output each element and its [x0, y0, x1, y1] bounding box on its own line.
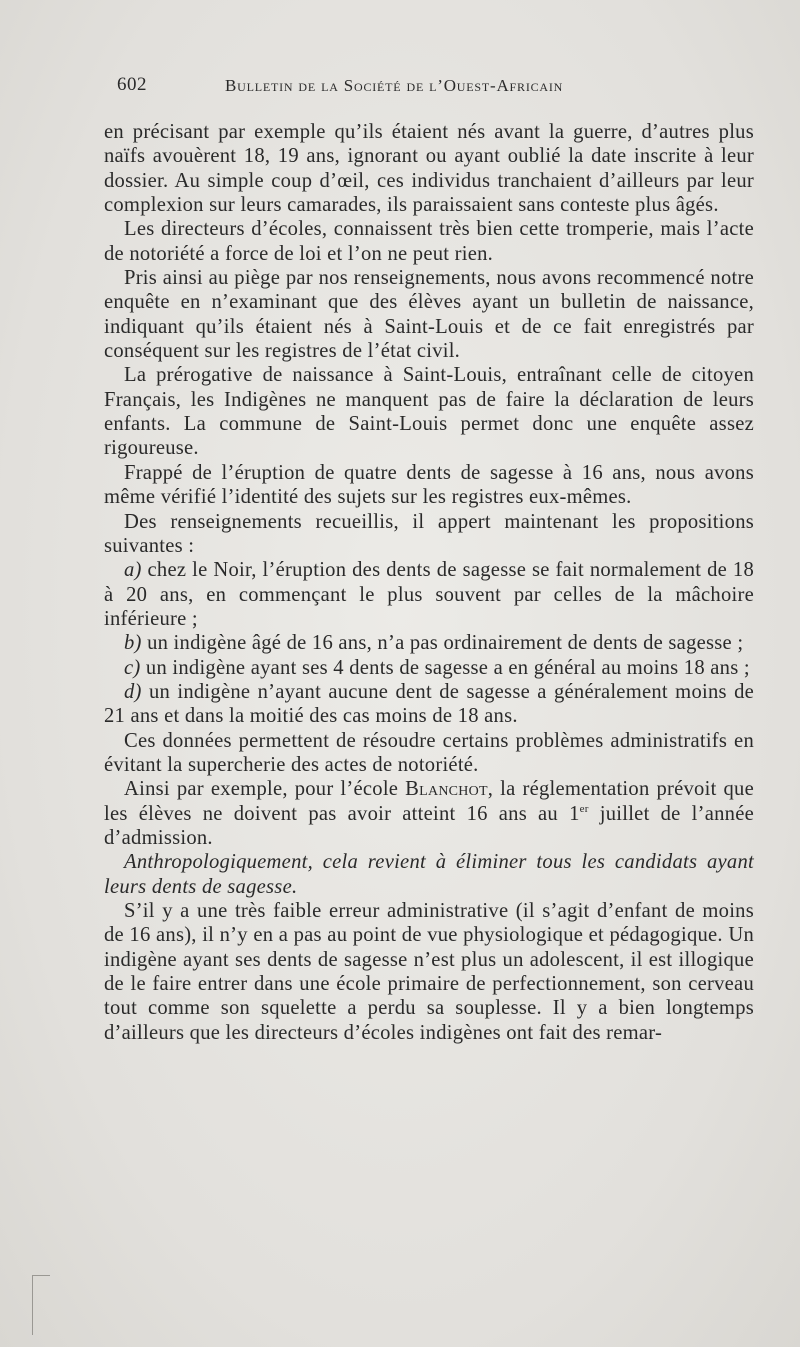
body-text: [104, 120, 754, 1045]
page-number: 602: [117, 74, 147, 95]
proposition-d: [104, 680, 754, 729]
paragraph-new-inquiry: Pris ainsi au piège par nos renseignements, nous avons recommencé notre enquête en n’examinant que des élèves ayant un bulletin de naissance, indiquant qu’ils étaient nés à Saint-Louis et de ce fait enregistrés par conséquent sur les registres de l’état civil.: [104, 267, 754, 363]
proposition-text: un indigène âgé de 16 ans, n’a pas ordinairement de dents de sagesse ;: [147, 632, 744, 655]
italic-conclusion: Anthropologiquement, cela revient à éliminer tous les candidats ayant leurs dents de sagesse.: [104, 851, 754, 898]
paragraph-school-directors: Les directeurs d’écoles, connaissent très bien cette tromperie, mais l’acte de notoriété a force de loi et l’on ne peut rien.: [104, 218, 754, 265]
paragraph-saint-louis-prerogative: La prérogative de naissance à Saint-Louis, entraînant celle de citoyen Français, les Indigènes ne manquent pas de faire la déclaration de leurs enfants. La commune de Saint-Louis permet donc une enquête assez rigoureuse.: [104, 364, 754, 460]
paragraph-blanchot-example: [104, 777, 754, 850]
proposition-b: [104, 631, 754, 655]
example-middle: , la réglementation prévoit que les élèves ne doivent pas avoir atteint 16 ans au 1: [104, 778, 754, 825]
proposition-marker: b): [124, 632, 142, 655]
proposition-marker: a): [124, 559, 142, 582]
journal-title: Bulletin de la Société de l’Ouest-Africain: [225, 76, 564, 95]
proposition-text: un indigène ayant ses 4 dents de sagesse a en général au moins 18 ans ;: [145, 656, 750, 679]
paragraph-propositions-intro: Des renseignements recueillis, il appert maintenant les propositions suivantes :: [104, 510, 754, 557]
left-margin-mark: [32, 1275, 33, 1335]
proposition-marker: c): [124, 656, 141, 679]
paragraph-administrative-problems: Ces données permettent de résoudre certains problèmes administratifs en évitant la supercherie des actes de notoriété.: [104, 729, 754, 776]
ordinal-suffix: er: [579, 802, 589, 815]
running-head: [117, 70, 753, 100]
left-margin-mark: [32, 1275, 50, 1276]
paragraph-identity-check: Frappé de l’éruption de quatre dents de sagesse à 16 ans, nous avons même vérifié l’identité des sujets sur les registres eux-mêmes.: [104, 461, 754, 509]
school-name: Blanchot: [405, 778, 488, 801]
proposition-marker: d): [124, 680, 142, 703]
paragraph-closing: S’il y a une très faible erreur administrative (il s’agit d’enfant de moins de 16 ans), il n’y en a pas au point de vue physiologique et pédagogique. Un indigène ayant ses dents de sagesse n’est plus un adolescent, il est illogique de le faire entrer dans une école primaire de perfectionnement, son cerveau tout comme son squelette a perdu sa souplesse. Il y a bien longtemps d’ailleurs que les directeurs d’écoles indigènes ont fait des remar-: [104, 900, 754, 1044]
proposition-text: chez le Noir, l’éruption des dents de sagesse se fait normalement de 18 à 20 ans, en commençant le plus souvent par celles de la mâchoire inférieure ;: [104, 559, 754, 630]
proposition-a: [104, 558, 754, 631]
example-lead: Ainsi par exemple, pour l’école: [124, 778, 406, 801]
proposition-text: un indigène n’ayant aucune dent de sagesse a généralement moins de 21 ans et dans la moitié des cas moins de 18 ans.: [104, 680, 755, 728]
proposition-c: [104, 656, 754, 680]
paragraph-continuation: en précisant par exemple qu’ils étaient nés avant la guerre, d’autres plus naïfs avouèrent 18, 19 ans, ignorant ou ayant oublié la date inscrite à leur dossier. Au simple coup d’œil, ces individus tranchaient d’ailleurs par leur complexion sur leurs camarades, ils paraissaient sans conteste plus âgés.: [104, 121, 754, 217]
example-tail: juillet de l’année d’admission.: [104, 802, 754, 849]
